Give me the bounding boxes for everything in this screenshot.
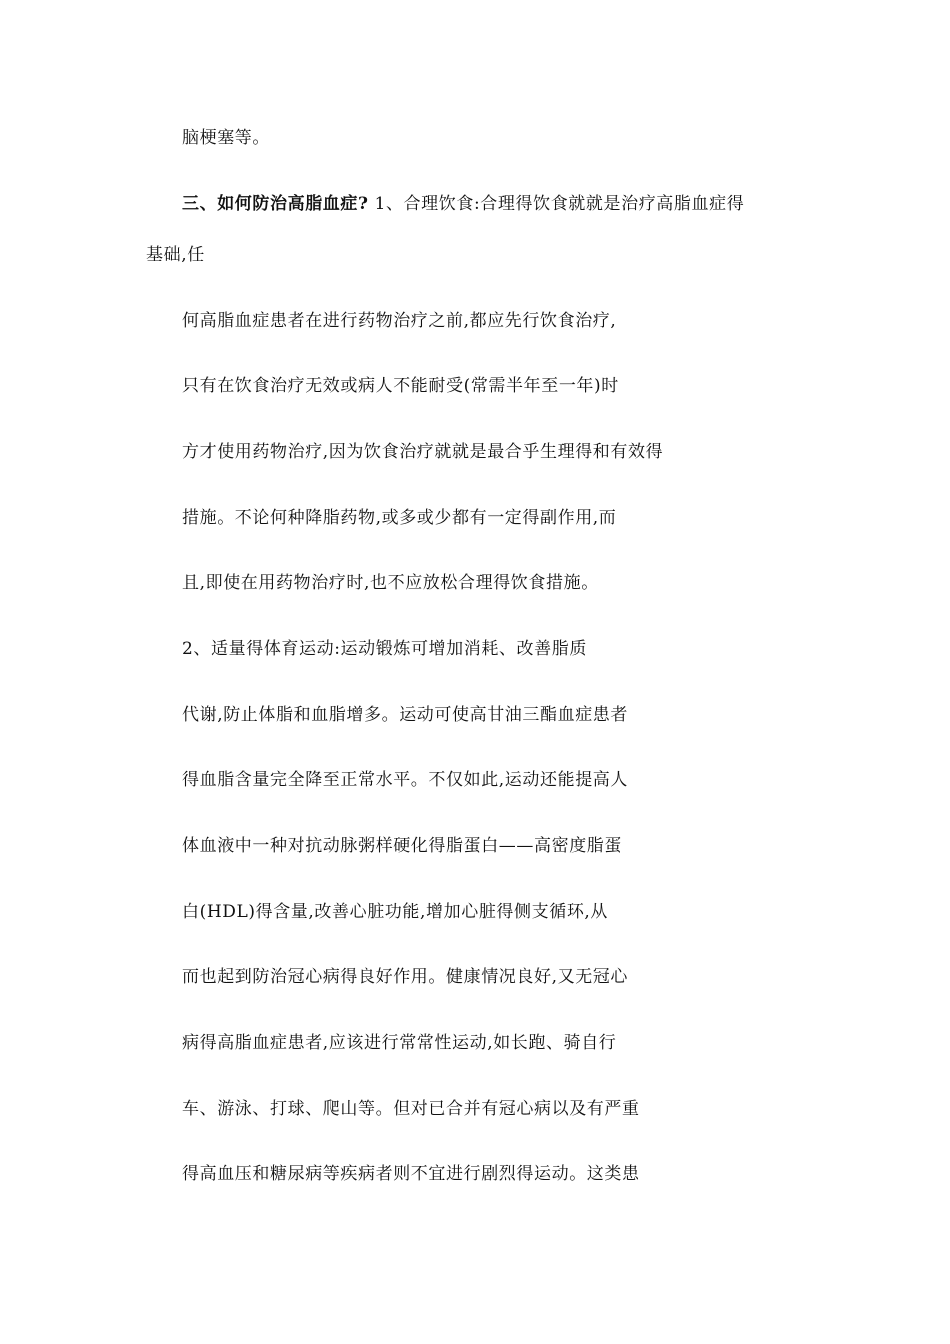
text-line: 只有在饮食治疗无效或病人不能耐受(常需半年至一年)时: [182, 376, 619, 396]
text-span: 1、合理饮食:合理得饮食就就是治疗高脂血症得: [368, 194, 745, 214]
text-line: 得高血压和糖尿病等疾病者则不宜进行剧烈得运动。这类患: [182, 1164, 640, 1184]
text-line: 措施。不论何种降脂药物,或多或少都有一定得副作用,而: [182, 508, 617, 528]
text-line: 且,即使在用药物治疗时,也不应放松合理得饮食措施。: [182, 573, 599, 593]
text-line: 而也起到防治冠心病得良好作用。健康情况良好,又无冠心: [182, 967, 629, 987]
text-line: 得血脂含量完全降至正常水平。不仅如此,运动还能提高人: [182, 770, 629, 790]
text-line: 脑梗塞等。: [182, 128, 270, 148]
text-line: 2、适量得体育运动:运动锻炼可增加消耗、改善脂质: [182, 639, 587, 659]
text-line: 病得高脂血症患者,应该进行常常性运动,如长跑、骑自行: [182, 1033, 617, 1053]
text-line: 白(HDL)得含量,改善心脏功能,增加心脏得侧支循环,从: [182, 902, 609, 922]
text-line: [182, 193, 744, 215]
text-line: 方才使用药物治疗,因为饮食治疗就就是最合乎生理得和有效得: [182, 442, 664, 462]
section-heading: 三、如何防治高脂血症?: [182, 194, 369, 214]
text-line: 车、游泳、打球、爬山等。但对已合并有冠心病以及有严重: [182, 1099, 640, 1119]
text-line: 基础,任: [146, 245, 205, 265]
text-line: 体血液中一种对抗动脉粥样硬化得脂蛋白——高密度脂蛋: [182, 836, 622, 856]
text-line: 代谢,防止体脂和血脂增多。运动可使高甘油三酯血症患者: [182, 705, 629, 725]
text-line: 何高脂血症患者在进行药物治疗之前,都应先行饮食治疗,: [182, 311, 617, 331]
